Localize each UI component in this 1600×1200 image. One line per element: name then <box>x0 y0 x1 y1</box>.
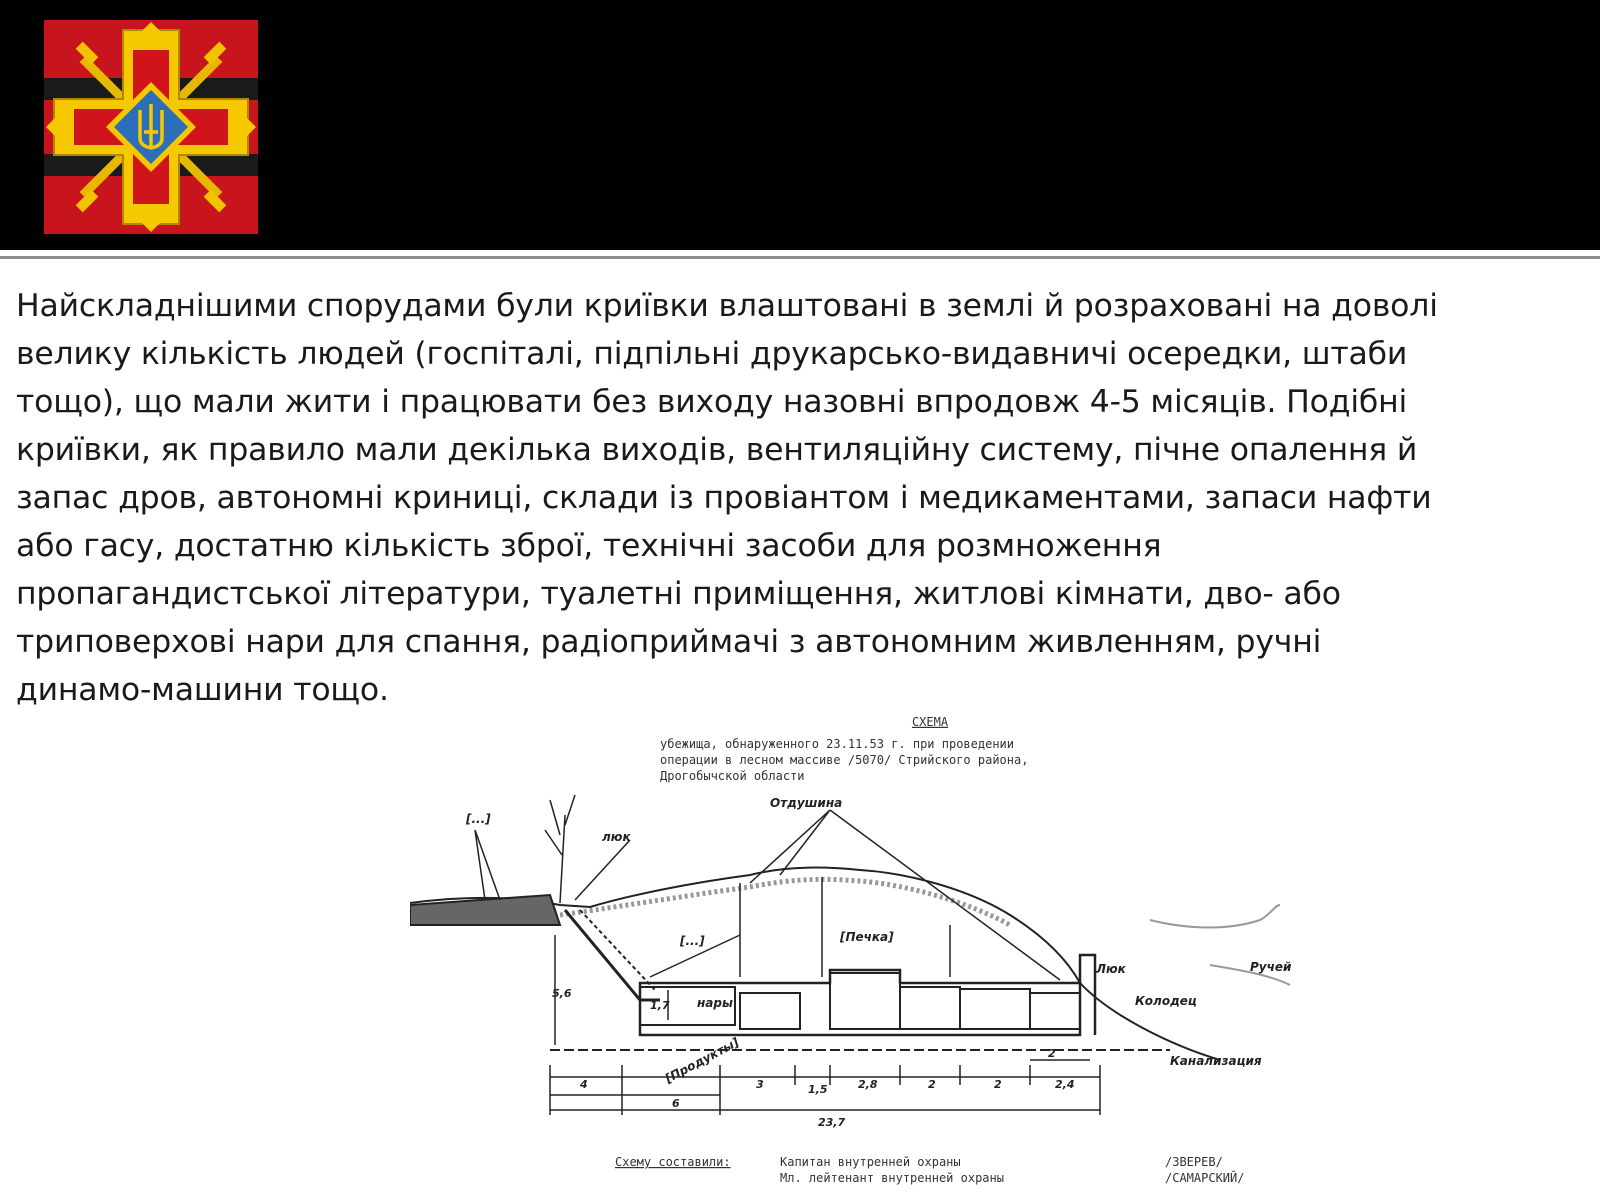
dimension-label: 6 <box>672 1097 680 1110</box>
label-unknown-top: [...] <box>466 812 491 826</box>
label-nary: нары <box>697 996 733 1010</box>
paragraph-line: запас дров, автономні криниці, склади із провіантом і медикаментами, запаси нафти <box>16 480 1432 516</box>
compiled-by-label: Схему составили: <box>615 1155 731 1169</box>
dimension-label: 2 <box>994 1078 1002 1091</box>
body-paragraph <box>16 282 1586 714</box>
label-unknown-mid: [...] <box>680 934 705 948</box>
schema-caption-line: Дрогобычской области <box>660 769 805 783</box>
label-kanalizatsiya: Канализация <box>1170 1054 1262 1068</box>
label-ruchey: Ручей <box>1250 960 1292 974</box>
paragraph-line: криївки, як правило мали декілька виходів, вентиляційну систему, пічне опалення й <box>16 432 1418 468</box>
label-produkty: [Продукты] <box>662 1035 742 1086</box>
schema-title: СХЕМА <box>911 715 949 729</box>
paragraph-line: велику кількість людей (госпіталі, підпільні друкарсько-видавничі осередки, штаби <box>16 336 1408 372</box>
label-otdushina: Отдушина <box>770 796 843 810</box>
label-lyuk-top: люк <box>602 830 631 844</box>
compiled-by-name: /ЗВЕРЕВ/ <box>1165 1155 1223 1169</box>
dimension-label: 3 <box>756 1078 764 1091</box>
dimension-label: 4 <box>580 1078 588 1091</box>
dimension-label: 2,8 <box>858 1078 878 1091</box>
schema-caption-line: операции в лесном массиве /5070/ Стрийского района, <box>660 753 1029 767</box>
compiled-by-role: Мл. лейтенант внутренней охраны <box>780 1171 1004 1185</box>
header-rule-shadow <box>0 256 1600 259</box>
military-cross-emblem-icon <box>44 20 258 234</box>
paragraph-line: триповерхові нари для спання, радіоприймачі з автономним живленням, ручні <box>16 624 1322 660</box>
label-height-nary: 1,7 <box>650 999 670 1012</box>
paragraph-line: тощо), що мали жити і працювати без виходу назовні впродовж 4-5 місяців. Подібні <box>16 384 1408 420</box>
label-pechka: [Печка] <box>840 930 894 944</box>
dimension-label-total: 23,7 <box>818 1116 846 1129</box>
compiled-by-name: /САМАРСКИЙ/ <box>1165 1171 1245 1185</box>
compiled-by-role: Капитан внутренней охраны <box>780 1155 961 1169</box>
paragraph-line: пропагандистської літератури, туалетні приміщення, житлові кімнати, дво- або <box>16 576 1341 612</box>
label-kolodets: Колодец <box>1135 994 1197 1008</box>
paragraph-line: або гасу, достатню кількість зброї, технічні засоби для розмноження <box>16 528 1162 564</box>
label-lyuk-right: Люк <box>1096 962 1126 976</box>
dimension-label: 2 <box>1048 1047 1056 1060</box>
dimension-label: 2,4 <box>1055 1078 1075 1091</box>
dimension-label: 2 <box>928 1078 936 1091</box>
paragraph-line: динамо-машини тощо. <box>16 672 389 708</box>
dimension-label: 1,5 <box>808 1083 828 1096</box>
schema-caption-line: убежища, обнаруженного 23.11.53 г. при проведении <box>660 737 1015 751</box>
header-rule <box>0 250 1600 254</box>
label-height-left: 5,6 <box>552 987 572 1000</box>
bunker-schema-diagram <box>410 715 1310 1200</box>
paragraph-line: Найскладнішими спорудами були криївки влаштовані в землі й розраховані на доволі <box>16 288 1438 324</box>
